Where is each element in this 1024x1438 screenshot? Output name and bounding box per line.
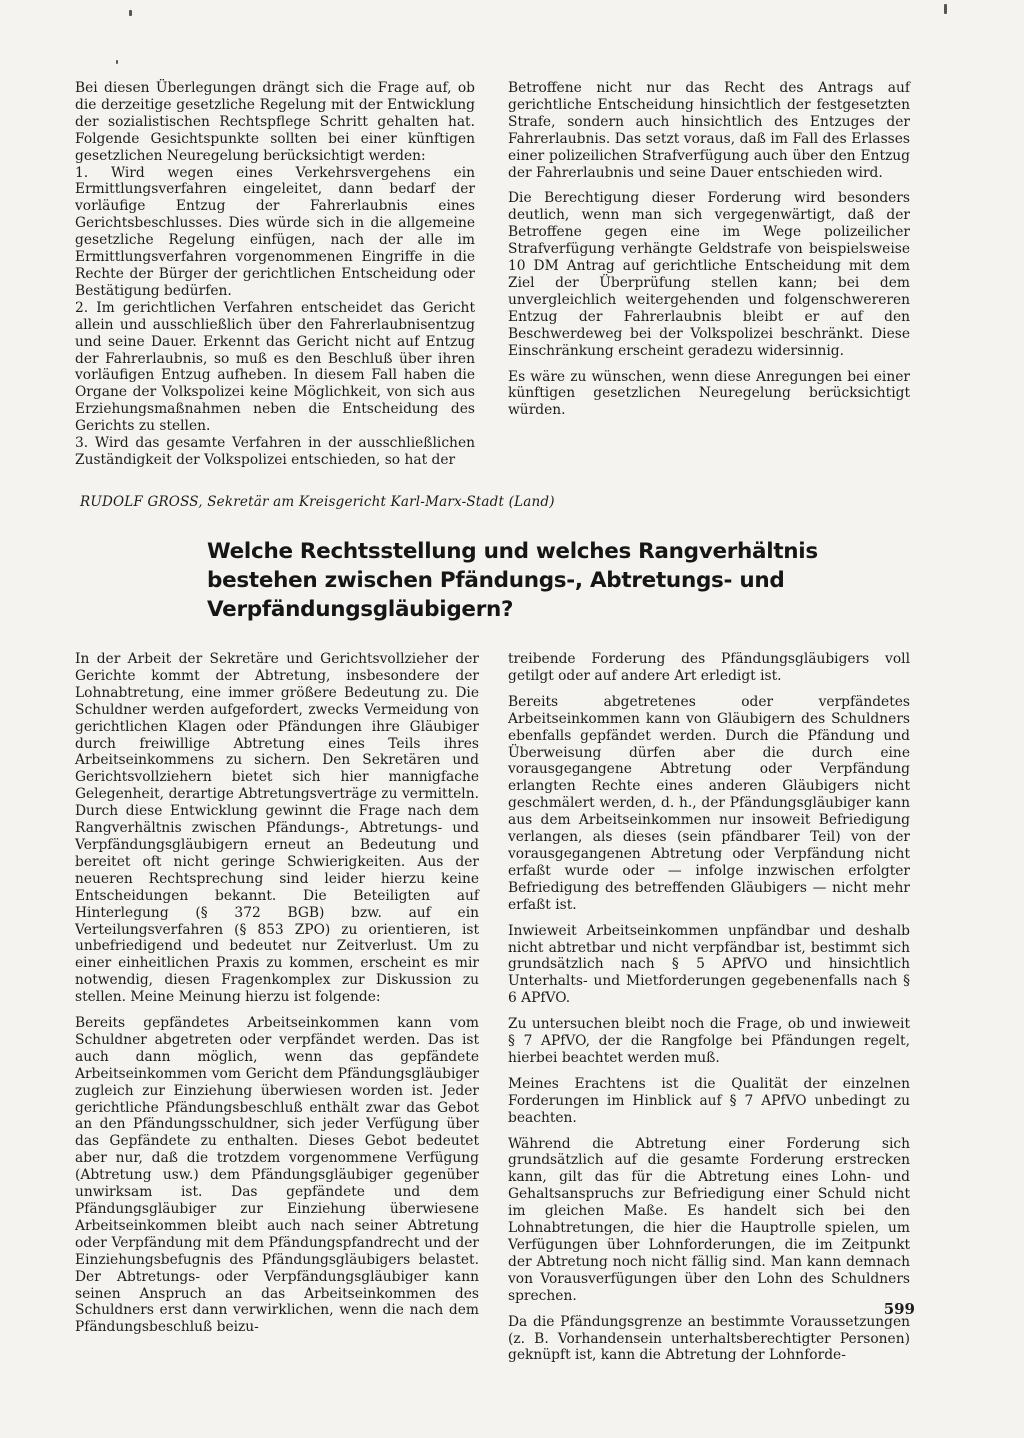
paragraph: Die Berechtigung dieser Forderung wird besonders deutlich, wenn man sich vergegenwärtigt, daß der Betroffene gegen eine im Wege polizeilicher Strafverfügung verhängte Geldstrafe von beispielsweise 10 DM Antrag auf gerichtliche Entscheidung mit dem Ziel der Überprüfung stellen kann; bei dem unvergleichlich weitergehenden und folgenschwereren Entzug der Fahrerlaubnis bleibt er auf den Beschwerdeweg bei der Volkspolizei beschränkt. Diese Einschränkung erscheint geradezu widersinnig. <box>508 190 910 359</box>
paragraph: Zu untersuchen bleibt noch die Frage, ob und inwieweit § 7 APfVO, der die Rangfolge bei Pfändungen regelt, hierbei beachtet werden muß. <box>508 1016 910 1066</box>
author-byline: RUDOLF GROSS, Sekretär am Kreisgericht Karl-Marx-Stadt (Land) <box>80 494 555 510</box>
paragraph: Betroffene nicht nur das Recht des Antrags auf gerichtliche Entscheidung hinsichtlich der festgesetzten Strafe, sondern auch hinsichtlich des Entzuges der Fahrerlaubnis. Das setzt voraus, daß im Fall des Erlasses einer polizeilichen Strafverfügung auch über den Entzug der Fahrerlaubnis und seine Dauer entschieden wird. <box>508 80 910 181</box>
scan-speck <box>944 4 947 14</box>
bottom-left-column <box>75 651 479 1336</box>
article-headline: Welche Rechtsstellung und welches Rangverhältnis bestehen zwischen Pfändungs-, Abtretungs- und Verpfändungsgläubigern? <box>207 539 818 622</box>
paragraph: Während die Abtretung einer Forderung sich grundsätzlich auf die gesamte Forderung erstrecken kann, gilt das für die Abtretung eines Lohn- und Gehaltsanspruchs zur Befriedigung einer Schuld nicht im gleichen Maße. Es handelt sich bei den Lohnabtretungen, die hier die Hauptrolle spielen, um Verfügungen über Lohnforderungen, die im Zeitpunkt der Abtretung noch nicht fällig sind. Man kann demnach von Vorausverfügungen über den Lohn des Schuldners sprechen. <box>508 1135 910 1304</box>
page-number: 599 <box>883 1300 915 1318</box>
paragraph: In der Arbeit der Sekretäre und Gerichtsvollzieher der Gerichte kommt der Abtretung, insbesondere der Lohnabtretung, eine immer größere Bedeutung zu. Die Schuldner werden aufgefordert, zwecks Vermeidung von gerichtlichen Klagen oder Pfändungen ihre Gläubiger durch freiwillige Abtretung eines Teils ihres Arbeitseinkommens zu sichern. Den Sekretären und Gerichtsvollziehern bietet sich hier mannigfache Gelegenheit, derartige Abtretungsverträge zu vermitteln. Durch diese Entwicklung gewinnt die Frage nach dem Rangverhältnis zwischen Pfändungs-, Abtretungs- und Verpfändungsgläubigern erneut an Bedeutung und bereitet oft nicht geringe Schwierigkeiten. Aus der neueren Rechtsprechung sind leider hierzu keine Entscheidungen bekannt. Die Beteiligten auf Hinterlegung (§ 372 BGB) bzw. auf ein Verteilungsverfahren (§ 853 ZPO) zu orientieren, ist unbefriedigend und bedeutet nur Zeitverlust. Um zu einer einheitlichen Praxis zu kommen, erscheint es mir notwendig, diesen Fragenkomplex zur Diskussion zu stellen. Meine Meinung hierzu ist folgende: <box>75 651 479 1006</box>
top-right-column <box>508 80 910 419</box>
paragraph: treibende Forderung des Pfändungsgläubigers voll getilgt oder auf andere Art erledigt ist. <box>508 651 910 684</box>
top-left-column <box>75 80 475 469</box>
paragraph: Bereits abgetretenes oder verpfändetes Arbeitseinkommen kann von Gläubigern des Schuldners ebenfalls gepfändet werden. Durch die Pfändung und Überweisung dürfen aber die durch eine vorausgegangene Abtretung oder Verpfändung erlangten Rechte eines anderen Gläubigers nicht geschmälert werden, d. h., der Pfändungsgläubiger kann aus dem Arbeitseinkommen nur insoweit Befriedigung verlangen, als dieses (sein pfändbarer Teil) von der vorausgegangenen Abtretung oder Verpfändung nicht erfaßt wurde oder — infolge inzwischen erfolgter Befriedigung des betreffenden Gläubigers — nicht mehr erfaßt ist. <box>508 693 910 913</box>
bottom-right-column <box>508 651 910 1364</box>
paragraph: Da die Pfändungsgrenze an bestimmte Voraussetzungen (z. B. Vorhandensein unterhaltsberechtigter Personen) geknüpft ist, kann die Abtretung der Lohnforde- <box>508 1313 910 1364</box>
scan-speck <box>129 10 132 16</box>
paragraph: Inwieweit Arbeitseinkommen unpfändbar und deshalb nicht abtretbar und nicht verpfändbar ist, bestimmt sich grundsätzlich nach § 5 APfVO und hinsichtlich Unterhalts- und Mietforderungen gegebenenfalls nach § 6 APfVO. <box>508 922 910 1007</box>
scan-speck <box>116 60 118 64</box>
paragraph: 3. Wird das gesamte Verfahren in der ausschließlichen Zuständigkeit der Volkspolizei entschieden, so hat der <box>75 435 475 468</box>
paragraph: Bereits gepfändetes Arbeitseinkommen kann vom Schuldner abgetreten oder verpfändet werden. Das ist auch dann möglich, wenn das gepfändete Arbeitseinkommen vom Gericht dem Pfändungsgläubiger zugleich zur Einziehung überwiesen worden ist. Jeder gerichtliche Pfändungsbeschluß enthält zwar das Gebot an den Pfändungsschuldner, sich jeder Verfügung über das Gepfändete zu enthalten. Dieses Gebot bedeutet aber nur, daß die trotzdem vorgenommene Verfügung (Abtretung usw.) dem Pfändungsgläubiger gegenüber unwirksam ist. Das gepfändete und dem Pfändungsgläubiger zur Einziehung überwiesene Arbeitseinkommen bleibt auch nach seiner Abtretung oder Verpfändung mit dem Pfändungspfandrecht und der Einziehungsbefugnis des Pfändungsgläubigers belastet. Der Abtretungs- oder Verpfändungsgläubiger kann seinen Anspruch an das Arbeitseinkommen des Schuldners erst dann verwirklichen, wenn die nach dem Pfändungsbeschluß beizu- <box>75 1015 479 1336</box>
paragraph: Es wäre zu wünschen, wenn diese Anregungen bei einer künftigen gesetzlichen Neuregelung berücksichtigt würden. <box>508 368 910 419</box>
paragraph: Meines Erachtens ist die Qualität der einzelnen Forderungen im Hinblick auf § 7 APfVO unbedingt zu beachten. <box>508 1075 910 1126</box>
paragraph: 1. Wird wegen eines Verkehrsvergehens ein Ermittlungsverfahren eingeleitet, dann bedarf der vorläufige Entzug der Fahrerlaubnis eines Gerichtsbeschlusses. Dies würde sich in die allgemeine gesetzliche Regelung einfügen, nach der alle im Ermittlungsverfahren vorgenommenen Eingriffe in die Rechte der Bürger der gerichtlichen Entscheidung oder Bestätigung bedürfen. <box>75 164 475 299</box>
paragraph: Bei diesen Überlegungen drängt sich die Frage auf, ob die derzeitige gesetzliche Regelung mit der Entwicklung der sozialistischen Rechtspflege Schritt gehalten hat. Folgende Gesichtspunkte sollten bei einer künftigen gesetzlichen Neuregelung berücksichtigt werden: <box>75 80 475 164</box>
paragraph: 2. Im gerichtlichen Verfahren entscheidet das Gericht allein und ausschließlich über den Fahrerlaubnisentzug und seine Dauer. Erkennt das Gericht nicht auf Entzug der Fahrerlaubnis, so muß es den Beschluß über ihren vorläufigen Entzug aufheben. In diesem Fall haben die Organe der Volkspolizei keine Möglichkeit, von sich aus Erziehungsmaßnahmen neben die Entscheidung des Gerichts zu stellen. <box>75 299 475 435</box>
